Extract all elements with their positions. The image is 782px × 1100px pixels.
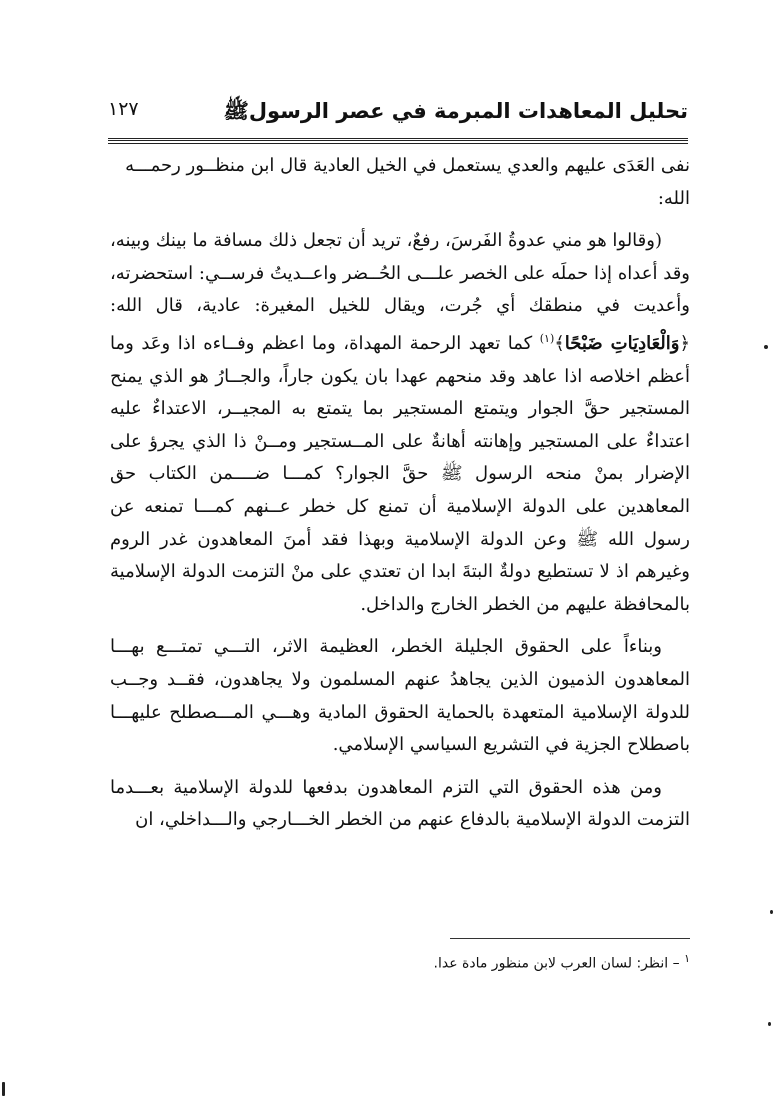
header-divider (108, 138, 688, 144)
quran-verse: وَالْعَادِيَاتِ ضَبْحًا (564, 332, 680, 354)
paragraph-1-line-1: نفى العَدَى عليهم والعدي يستعمل في الخيل العادية قال ابن منظــور رحمـــه (125, 155, 690, 176)
scan-speck (770, 910, 773, 914)
scan-speck (764, 345, 768, 349)
scan-edge-mark (2, 1082, 5, 1096)
scan-speck (768, 1022, 771, 1026)
paragraph-2 (110, 225, 690, 621)
paragraph-4: ومن هذه الحقوق التي التزم المعاهدون بدفعها للدولة الإسلامية بعـــدما التزمت الدولة الإسلامية بالدفاع عنهم من الخطر الخـــارجي والـــداخلي، ان (110, 776, 690, 831)
paragraph-2-text-a: (وقالوا هو مني عدوةُ الفَرسَ، رفعٌ، تريد أن تجعل ذلك مسافة ما بينك وبينه، وقد أعداه إذا حملَه على الخصر علـــى الحُــضر واعــديتُ فرســي: استحضرته، وأعديت في منطقك أي جُرت، ويقال للخيل المغيرة: عادية، قال الله: ﴿ (109, 230, 691, 354)
page-header (108, 92, 688, 134)
footnote-text: – انظر: لسان العرب لابن منظور مادة عدا. (433, 955, 685, 972)
footnote-marker: ١ (684, 952, 690, 965)
main-text (110, 150, 690, 837)
running-title: تحليل المعاهدات المبرمة في عصر الرسولﷺ (223, 99, 688, 123)
footnote-divider (450, 938, 690, 939)
paragraph-2-text-b: كما تعهد الرحمة المهداة، وما اعظم وفــاءه اذا وعَد وما أعظم اخلاصه اذا عاهد وقد منحهم عهدا بان يكون جاراً، والجــارُ هو الذي يمنح المستجير حقَّ الجوار ويتمتع المستجير بما يتمتع به المجيــر، الاعتداءٌ عليه اعتداءٌ على المستجير وإهانته أهانةٌ على المــستجير ومــنْ ذا الذي يجرؤ على الإضرار بمنْ منحه الرسول ﷺ حقَّ الجوار؟ كمـــا ضــــمن الكتاب حق المعاهدين على الدولة الإسلامية أن تمنع كل خطر عــنهم كمـــا تمنعه عن رسول الله ﷺ وعن الدولة الإسلامية وبهذا فقد أمنَ المعاهدون غدر الروم وغيرهم اذ لا تستطيع دولةٌ البتةَ ابدا ان تعتدي على منْ التزمت الدولة الإسلامية بالمحافظة عليهم من الخطر الخارج والداخل. (110, 332, 690, 615)
page-number: ١٢٧ (108, 98, 139, 120)
paragraph-3: وبناءاً على الحقوق الجليلة الخطر، العظيمة الاثر، التـــي تمتـــع بهـــا المعاهدون الذميون الذين يجاهدُ عنهم المسلمون ولا يجاهدون، فقــد وجــب للدولة الإسلامية المتعهدة بالحماية الحقوق المادية وهـــي المـــصطلح عليهـــا باصطلاح الجزية في التشريع السياسي الإسلامي. (110, 636, 690, 756)
footnote (300, 952, 690, 972)
paragraph-1-line-2: الله: (657, 187, 690, 209)
footnote-reference[interactable]: (١) (539, 331, 555, 345)
quran-bracket-close: ﴾ (554, 332, 565, 354)
